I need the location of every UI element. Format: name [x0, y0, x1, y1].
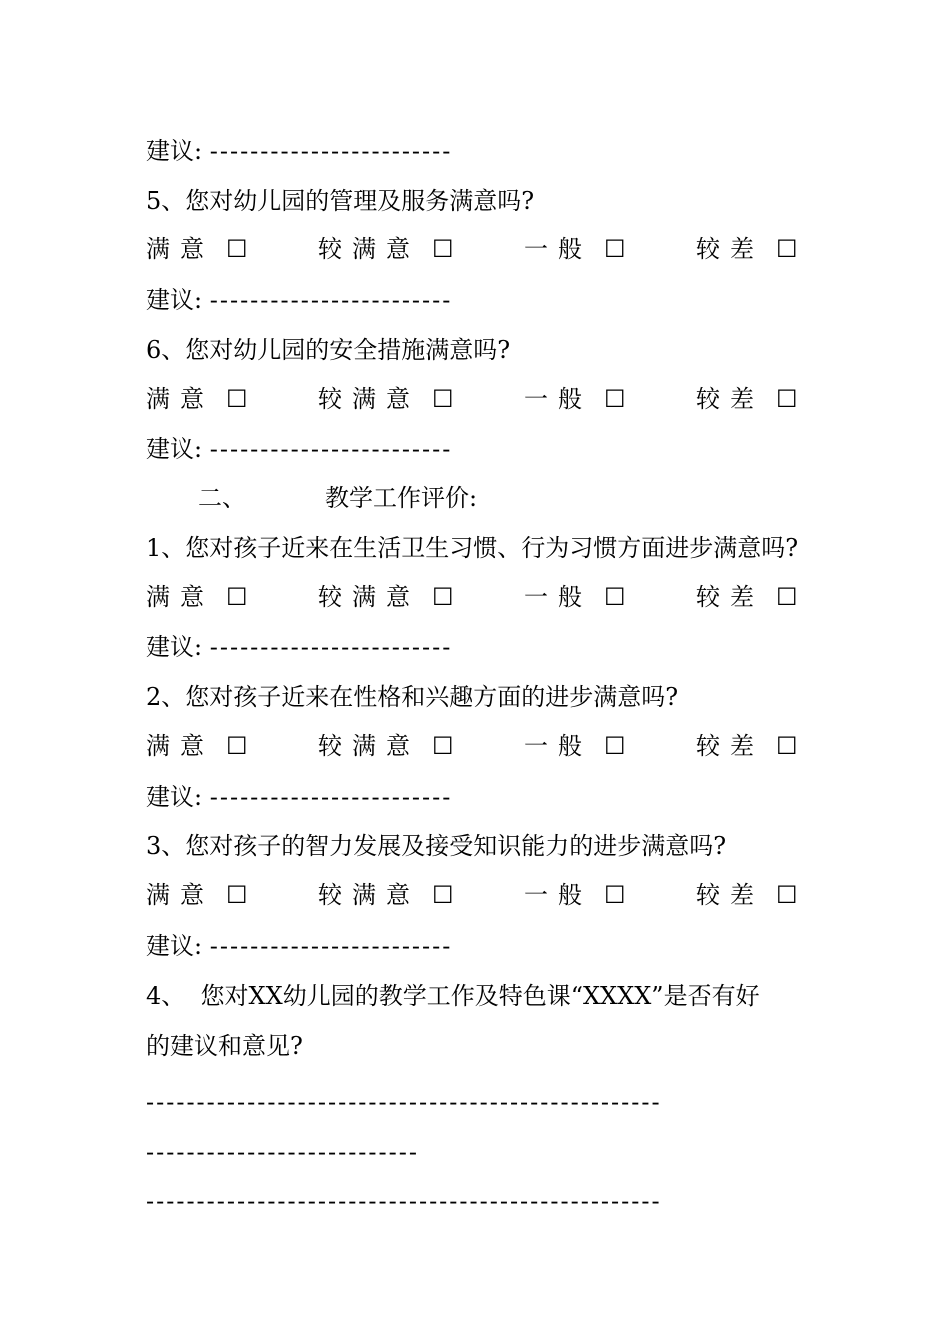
option-satisfied[interactable]: 满意 ☐: [146, 235, 248, 263]
question-5: 5、您对幼儿园的管理及服务满意吗?: [146, 187, 535, 215]
checkbox[interactable]: ☐: [226, 583, 248, 611]
option-satisfied[interactable]: 满意 ☐: [146, 732, 248, 760]
checkbox[interactable]: ☐: [776, 385, 798, 413]
checkbox[interactable]: ☐: [776, 881, 798, 909]
option-satisfied[interactable]: 满意 ☐: [146, 583, 248, 611]
checkbox[interactable]: ☐: [432, 385, 454, 413]
checkbox[interactable]: ☐: [432, 881, 454, 909]
checkbox[interactable]: ☐: [432, 732, 454, 760]
option-average[interactable]: 一般 ☐: [524, 881, 626, 909]
question-s2-2: 2、您对孩子近来在性格和兴趣方面的进步满意吗?: [146, 683, 679, 711]
option-poor[interactable]: 较差 ☐: [696, 881, 798, 909]
option-poor[interactable]: 较差 ☐: [696, 235, 798, 263]
suggestion-line-q6: [146, 434, 452, 464]
checkbox[interactable]: ☐: [604, 881, 626, 909]
checkbox[interactable]: ☐: [604, 732, 626, 760]
option-poor[interactable]: 较差 ☐: [696, 583, 798, 611]
option-fairly-satisfied[interactable]: 较满意 ☐: [318, 235, 454, 263]
suggestion-blank[interactable]: ------------------------: [209, 435, 453, 463]
section-2-number: 二、: [198, 484, 246, 512]
suggestion-label: 建议:: [146, 932, 203, 960]
question-s2-4-line1: 4、 您对XX幼儿园的教学工作及特色课“XXXX”是否有好: [146, 982, 760, 1010]
option-poor[interactable]: 较差 ☐: [696, 385, 798, 413]
suggestion-blank[interactable]: ------------------------: [209, 286, 453, 314]
suggestion-line-s2-q1: [146, 632, 452, 662]
checkbox[interactable]: ☐: [226, 385, 248, 413]
checkbox[interactable]: ☐: [776, 732, 798, 760]
option-fairly-satisfied[interactable]: 较满意 ☐: [318, 385, 454, 413]
suggestion-label: 建议:: [146, 783, 203, 811]
suggestion-line-q5: [146, 285, 452, 315]
option-fairly-satisfied[interactable]: 较满意 ☐: [318, 732, 454, 760]
checkbox[interactable]: ☐: [226, 732, 248, 760]
suggestion-line-s2-q3: [146, 931, 452, 961]
option-average[interactable]: 一般 ☐: [524, 583, 626, 611]
checkbox[interactable]: ☐: [604, 235, 626, 263]
section-2-title: 教学工作评价:: [325, 484, 478, 512]
checkbox[interactable]: ☐: [776, 235, 798, 263]
answer-line-2[interactable]: ---------------------------: [146, 1138, 419, 1166]
option-fairly-satisfied[interactable]: 较满意 ☐: [318, 881, 454, 909]
options-q6: [146, 384, 806, 414]
options-s2-q1: [146, 582, 806, 612]
suggestion-label: 建议:: [146, 286, 203, 314]
option-average[interactable]: 一般 ☐: [524, 732, 626, 760]
checkbox[interactable]: ☐: [604, 385, 626, 413]
option-satisfied[interactable]: 满意 ☐: [146, 881, 248, 909]
option-average[interactable]: 一般 ☐: [524, 235, 626, 263]
answer-line-3[interactable]: ---------------------------------------------------: [146, 1187, 662, 1215]
checkbox[interactable]: ☐: [226, 881, 248, 909]
suggestion-blank[interactable]: ------------------------: [209, 783, 453, 811]
options-q5: [146, 234, 806, 264]
suggestion-label: 建议:: [146, 137, 203, 165]
suggestion-line-s2-q2: [146, 782, 452, 812]
suggestion-line-prev: [146, 136, 452, 166]
suggestion-label: 建议:: [146, 633, 203, 661]
checkbox[interactable]: ☐: [432, 235, 454, 263]
question-6: 6、您对幼儿园的安全措施满意吗?: [146, 336, 511, 364]
suggestion-label: 建议:: [146, 435, 203, 463]
options-s2-q3: [146, 880, 806, 910]
checkbox[interactable]: ☐: [776, 583, 798, 611]
answer-line-1[interactable]: ---------------------------------------------------: [146, 1088, 662, 1116]
checkbox[interactable]: ☐: [432, 583, 454, 611]
option-satisfied[interactable]: 满意 ☐: [146, 385, 248, 413]
checkbox[interactable]: ☐: [226, 235, 248, 263]
question-s2-3: 3、您对孩子的智力发展及接受知识能力的进步满意吗?: [146, 832, 727, 860]
option-poor[interactable]: 较差 ☐: [696, 732, 798, 760]
checkbox[interactable]: ☐: [604, 583, 626, 611]
option-fairly-satisfied[interactable]: 较满意 ☐: [318, 583, 454, 611]
options-s2-q2: [146, 731, 806, 761]
question-s2-1: 1、您对孩子近来在生活卫生习惯、行为习惯方面进步满意吗?: [146, 534, 799, 562]
option-average[interactable]: 一般 ☐: [524, 385, 626, 413]
suggestion-blank[interactable]: ------------------------: [209, 932, 453, 960]
suggestion-blank[interactable]: ------------------------: [209, 137, 453, 165]
suggestion-blank[interactable]: ------------------------: [209, 633, 453, 661]
question-s2-4-line2: 的建议和意见?: [146, 1032, 303, 1060]
